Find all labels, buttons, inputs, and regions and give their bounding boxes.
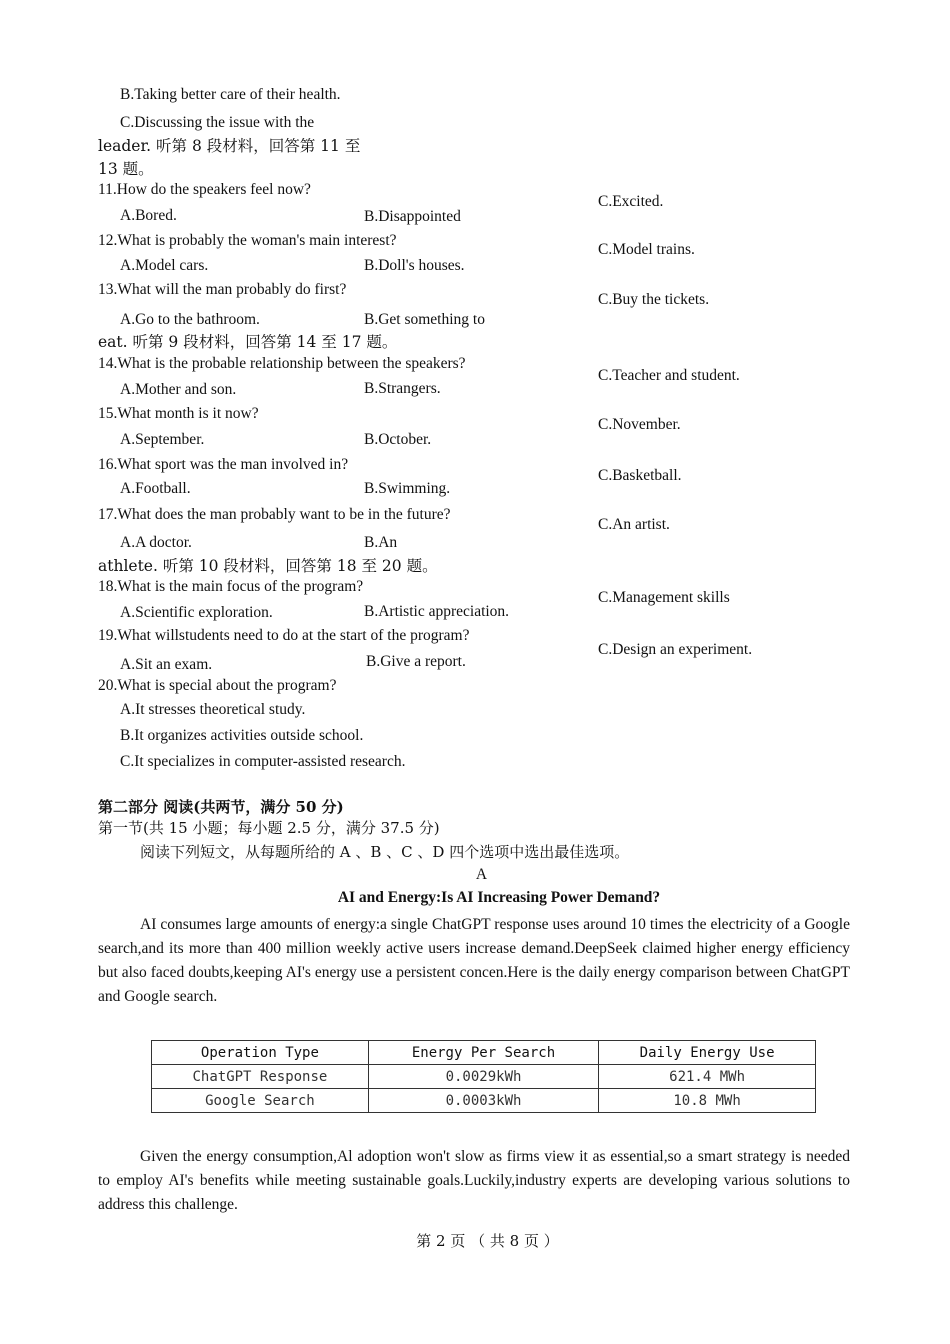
q19-option-a: A.Sit an exam.: [120, 656, 213, 673]
q18-option-a: A.Scientific exploration.: [120, 604, 273, 621]
question-18: 18.What is the main focus of the program?: [98, 578, 364, 595]
table-cell: 621.4 MWh: [599, 1065, 816, 1089]
table-header-cell: Energy Per Search: [368, 1041, 598, 1065]
section-8-instruction: 13 题。: [98, 160, 154, 178]
q10-option-c-continued: leader. 听第 8 段材料，回答第 11 至: [98, 137, 361, 155]
q13-option-c: C.Buy the tickets.: [598, 291, 710, 308]
q16-option-b: B.Swimming.: [364, 480, 451, 497]
table-header-cell: Daily Energy Use: [599, 1041, 816, 1065]
section-10-instruction: athlete. 听第 10 段材料，回答第 18 至 20 题。: [98, 557, 438, 575]
table-cell: 0.0029kWh: [368, 1065, 598, 1089]
q12-option-a: A.Model cars.: [120, 257, 209, 274]
table-cell: 0.0003kWh: [368, 1089, 598, 1113]
q15-option-a: A.September.: [120, 431, 205, 448]
table-header-cell: Operation Type: [152, 1041, 369, 1065]
question-12: 12.What is probably the woman's main interest?: [98, 232, 397, 249]
q18-option-b: B.Artistic appreciation.: [364, 603, 510, 620]
q13-option-b: B.Get something to: [364, 311, 485, 328]
q16-option-c: C.Basketball.: [598, 467, 682, 484]
q20-option-a: A.It stresses theoretical study.: [120, 701, 306, 718]
q14-option-b: B.Strangers.: [364, 380, 441, 397]
question-16: 16.What sport was the man involved in?: [98, 456, 349, 473]
reading-instruction: 阅读下列短文，从每题所给的 A 、B 、C 、D 四个选项中选出最佳选项。: [140, 843, 630, 861]
q14-option-a: A.Mother and son.: [120, 381, 237, 398]
question-11: 11.How do the speakers feel now?: [98, 181, 311, 198]
q17-option-b: B.An: [364, 534, 398, 551]
table-cell: ChatGPT Response: [152, 1065, 369, 1089]
q12-option-b: B.Doll's houses.: [364, 257, 465, 274]
q16-option-a: A.Football.: [120, 480, 191, 497]
table-row: [152, 1065, 816, 1089]
q14-option-c: C.Teacher and student.: [598, 367, 740, 384]
q12-option-c: C.Model trains.: [598, 241, 695, 258]
question-15: 15.What month is it now?: [98, 405, 259, 422]
table-row: [152, 1089, 816, 1113]
q17-option-c: C.An artist.: [598, 516, 670, 533]
q10-option-b: B.Taking better care of their health.: [120, 86, 341, 103]
passage-title: AI and Energy:Is AI Increasing Power Demand?: [337, 889, 661, 906]
q10-option-c: C.Discussing the issue with the: [120, 114, 315, 131]
q15-option-b: B.October.: [364, 431, 432, 448]
passage-paragraph-1: AI consumes large amounts of energy:a single ChatGPT response uses around 10 times the electricity of a Google search,and its more than 400 million weekly active users increase demand.DeepSeek claimed higher energy efficiency but also faced doubts,keeping AI's energy use a persistent concen.Here is the daily energy comparison between ChatGPT and Google search.: [98, 916, 850, 1005]
part-two-title: 第二部分 阅读(共两节，满分 50 分): [98, 798, 344, 816]
question-20: 20.What is special about the program?: [98, 677, 337, 694]
table-cell: Google Search: [152, 1089, 369, 1113]
energy-comparison-table: [151, 1040, 816, 1113]
question-13: 13.What will the man probably do first?: [98, 281, 347, 298]
q19-option-b: B.Give a report.: [366, 653, 466, 670]
q15-option-c: C.November.: [598, 416, 681, 433]
passage-label: A: [475, 866, 488, 883]
question-19: 19.What willstudents need to do at the start of the program?: [98, 627, 470, 644]
question-14: 14.What is the probable relationship between the speakers?: [98, 355, 466, 372]
q13-option-a: A.Go to the bathroom.: [120, 311, 260, 328]
passage-paragraph-2: Given the energy consumption,Al adoption won't slow as firms view it as essential,so a smart strategy is needed to employ AI's benefits while meeting sustainable goals.Luckily,industry experts are developing various solutions to address this challenge.: [98, 1148, 850, 1213]
q11-option-c: C.Excited.: [598, 193, 664, 210]
q20-option-c: C.It specializes in computer-assisted research.: [120, 753, 406, 770]
table-header-row: [152, 1041, 816, 1065]
page-number: 第 2 页 （ 共 8 页 ）: [416, 1232, 559, 1250]
question-17: 17.What does the man probably want to be in the future?: [98, 506, 451, 523]
table-cell: 10.8 MWh: [599, 1089, 816, 1113]
section-one-title: 第一节(共 15 小题；每小题 2.5 分，满分 37.5 分): [98, 819, 440, 837]
q11-option-b: B.Disappointed: [364, 208, 461, 225]
q17-option-a: A.A doctor.: [120, 534, 192, 551]
section-9-instruction: eat. 听第 9 段材料，回答第 14 至 17 题。: [98, 333, 398, 351]
q19-option-c: C.Design an experiment.: [598, 641, 753, 658]
q20-option-b: B.It organizes activities outside school.: [120, 727, 364, 744]
q18-option-c: C.Management skills: [598, 589, 730, 606]
q11-option-a: A.Bored.: [120, 207, 177, 224]
